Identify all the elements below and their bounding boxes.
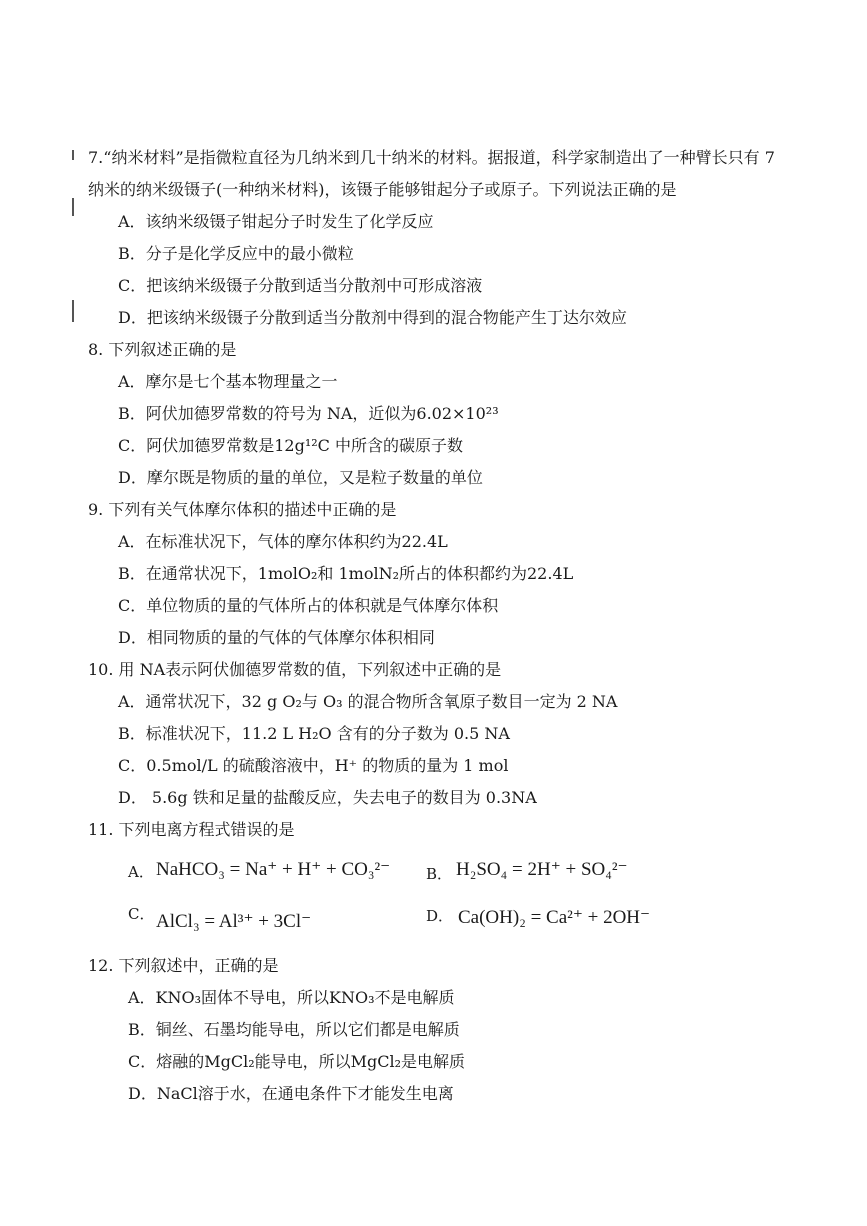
question-7-option-a: A．该纳米级镊子钳起分子时发生了化学反应 xyxy=(118,212,434,231)
question-8-option-d: D．摩尔既是物质的量的单位，又是粒子数量的单位 xyxy=(118,468,483,487)
question-11-option-b-label: B． xyxy=(426,865,453,883)
question-10-option-a: A．通常状况下，32 g O₂与 O₃ 的混合物所含氧原子数目一定为 2 NA xyxy=(118,692,618,711)
question-8-option-c: C．阿伏加德罗常数是12g¹²C 中所含的碳原子数 xyxy=(118,436,464,455)
question-9-option-b: B．在通常状况下，1molO₂和 1molN₂所占的体积都约为22.4L xyxy=(118,564,574,583)
question-12-option-b: B．铜丝、石墨均能导电，所以它们都是电解质 xyxy=(128,1020,460,1039)
question-11-option-c-label: C． xyxy=(128,905,155,923)
question-11-stem: 11. 下列电离方程式错误的是 xyxy=(88,820,295,839)
question-11-option-a-label: A． xyxy=(128,863,154,881)
question-11-option-b-equation: H₂SO₄ = 2H⁺ + SO₄²⁻ xyxy=(456,859,628,880)
question-7-stem-continued: 纳米的纳米级镊子(一种纳米材料)，该镊子能够钳起分子或原子。下列说法正确的是 xyxy=(88,180,677,199)
margin-mark xyxy=(72,300,74,322)
question-9-option-d: D．相同物质的量的气体的气体摩尔体积相同 xyxy=(118,628,435,647)
question-7-option-b: B．分子是化学反应中的最小微粒 xyxy=(118,244,354,263)
question-10-option-b: B．标准状况下，11.2 L H₂O 含有的分子数为 0.5 NA xyxy=(118,724,510,743)
margin-mark xyxy=(72,198,74,216)
question-12-option-d: D．NaCl溶于水，在通电条件下才能发生电离 xyxy=(128,1084,454,1103)
question-8-option-b: B．阿伏加德罗常数的符号为 NA，近似为6.02×10²³ xyxy=(118,404,499,423)
question-10-stem: 10. 用 NA表示阿伏伽德罗常数的值，下列叙述中正确的是 xyxy=(88,660,502,679)
question-9-option-c: C．单位物质的量的气体所占的体积就是气体摩尔体积 xyxy=(118,596,499,615)
question-11-option-d-label: D． xyxy=(426,907,454,925)
question-10-option-c: C．0.5mol/L 的硫酸溶液中，H⁺ 的物质的量为 1 mol xyxy=(118,756,509,775)
question-7-stem: 7.“纳米材料”是指微粒直径为几纳米到几十纳米的材料。据报道，科学家制造出了一种臂长只有 7 xyxy=(88,148,775,167)
question-8-stem: 8. 下列叙述正确的是 xyxy=(88,340,237,359)
question-8-option-a: A．摩尔是七个基本物理量之一 xyxy=(118,372,338,391)
question-12-option-a: A．KNO₃固体不导电，所以KNO₃不是电解质 xyxy=(128,988,455,1007)
margin-mark xyxy=(72,150,74,160)
question-11-option-d-equation: Ca(OH)₂ = Ca²⁺ + 2OH⁻ xyxy=(458,907,651,928)
question-7-option-d: D．把该纳米级镊子分散到适当分散剂中得到的混合物能产生丁达尔效应 xyxy=(118,308,627,327)
question-11-option-c-equation: AlCl₃ = Al³⁺ + 3Cl⁻ xyxy=(156,911,312,932)
question-12-stem: 12. 下列叙述中，正确的是 xyxy=(88,956,279,975)
question-9-stem: 9. 下列有关气体摩尔体积的描述中正确的是 xyxy=(88,500,397,519)
question-12-option-c: C．熔融的MgCl₂能导电，所以MgCl₂是电解质 xyxy=(128,1052,466,1071)
question-7-option-c: C．把该纳米级镊子分散到适当分散剂中可形成溶液 xyxy=(118,276,483,295)
question-10-option-d: D． 5.6g 铁和足量的盐酸反应，失去电子的数目为 0.3NA xyxy=(118,788,537,807)
question-9-option-a: A．在标准状况下，气体的摩尔体积约为22.4L xyxy=(118,532,448,551)
question-11-option-a-equation: NaHCO₃ = Na⁺ + H⁺ + CO₃²⁻ xyxy=(156,859,391,880)
